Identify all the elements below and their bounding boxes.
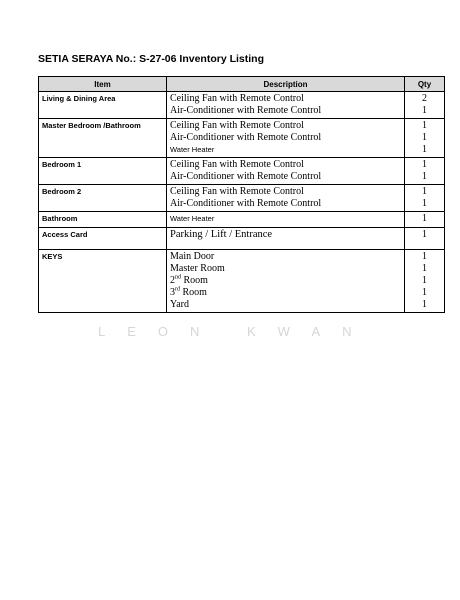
qty-cell: [405, 228, 445, 250]
item-cell: KEYS: [39, 250, 167, 313]
qty-value: 1: [422, 213, 427, 224]
qty-value: 1: [422, 105, 427, 116]
inventory-table: [38, 76, 445, 313]
table-row: [39, 228, 445, 250]
description-cell: [167, 185, 405, 212]
description-line: Master Room: [170, 263, 225, 274]
qty-value: 1: [422, 299, 427, 310]
header-item: Item: [39, 77, 167, 92]
table-header-row: [39, 77, 445, 92]
item-cell: Bedroom 1: [39, 158, 167, 185]
qty-value: 1: [422, 287, 427, 298]
description-cell: [167, 158, 405, 185]
description-line: Water Heater: [170, 145, 215, 154]
qty-value: 1: [422, 186, 427, 197]
description-line: Ceiling Fan with Remote Control: [170, 159, 304, 170]
item-cell: Bathroom: [39, 212, 167, 228]
table-row: [39, 158, 445, 185]
qty-cell: [405, 185, 445, 212]
header-qty: Qty: [405, 77, 445, 92]
table-row: [39, 185, 445, 212]
qty-cell: [405, 158, 445, 185]
qty-cell: [405, 250, 445, 313]
page-title: SETIA SERAYA No.: S-27-06 Inventory Listing: [38, 53, 264, 65]
description-line: Ceiling Fan with Remote Control: [170, 120, 304, 131]
table-row: [39, 212, 445, 228]
qty-value: 1: [422, 120, 427, 131]
qty-value: 1: [422, 229, 427, 240]
item-cell: Bedroom 2: [39, 185, 167, 212]
description-line: Parking / Lift / Entrance: [170, 229, 273, 240]
qty-value: 1: [422, 159, 427, 170]
qty-value: 1: [422, 275, 427, 286]
description-line: 3rd Room: [170, 286, 207, 298]
description-line: Main Door: [170, 251, 215, 262]
item-cell: Master Bedroom /Bathroom: [39, 119, 167, 158]
description-line: 2nd Room: [170, 274, 208, 286]
table-row: [39, 119, 445, 158]
description-line: Air-Conditioner with Remote Control: [170, 198, 322, 209]
description-line: Water Heater: [170, 214, 215, 223]
qty-value: 1: [422, 263, 427, 274]
item-cell: Living & Dining Area: [39, 92, 167, 119]
description-line: Air-Conditioner with Remote Control: [170, 132, 322, 143]
qty-value: 1: [422, 171, 427, 182]
header-description: Description: [167, 77, 405, 92]
qty-cell: [405, 119, 445, 158]
table-row: [39, 250, 445, 313]
description-cell: [167, 212, 405, 228]
item-cell: Access Card: [39, 228, 167, 250]
qty-value: 1: [422, 144, 427, 155]
description-line: Yard: [170, 299, 189, 310]
qty-value: 2: [422, 93, 427, 104]
qty-cell: [405, 212, 445, 228]
description-cell: [167, 119, 405, 158]
qty-value: 1: [422, 132, 427, 143]
description-line: Ceiling Fan with Remote Control: [170, 93, 304, 104]
qty-value: 1: [422, 251, 427, 262]
description-cell: [167, 250, 405, 313]
qty-value: 1: [422, 198, 427, 209]
description-line: Ceiling Fan with Remote Control: [170, 186, 304, 197]
table-row: [39, 92, 445, 119]
watermark: LEON KWAN: [98, 324, 374, 339]
description-line: Air-Conditioner with Remote Control: [170, 105, 322, 116]
qty-cell: [405, 92, 445, 119]
description-cell: [167, 228, 405, 250]
description-cell: [167, 92, 405, 119]
description-line: Air-Conditioner with Remote Control: [170, 171, 322, 182]
